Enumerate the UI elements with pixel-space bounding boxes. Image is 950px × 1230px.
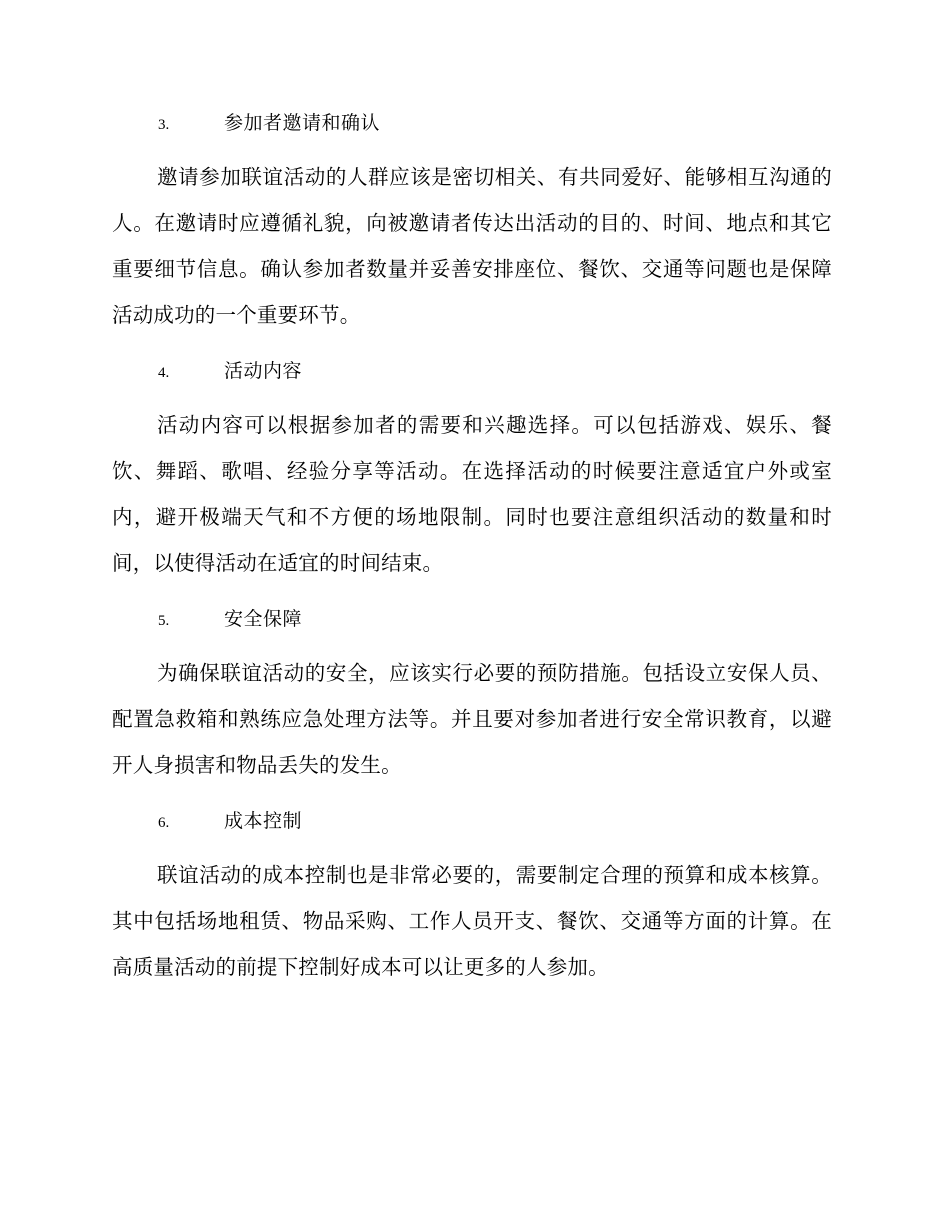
section-activity-content [112, 356, 832, 586]
section-title: 参加者邀请和确认 [224, 112, 381, 134]
section-paragraph: 活动内容可以根据参加者的需要和兴趣选择。可以包括游戏、娱乐、餐饮、舞蹈、歌唱、经验分享等活动。在选择活动的时候要注意适宜户外或室内，避开极端天气和不方便的场地限制。同时也要注意组织活动的数量和时间，以使得活动在适宜的时间结束。 [112, 413, 832, 575]
section-heading [158, 806, 832, 846]
section-title: 活动内容 [224, 360, 303, 382]
section-heading [158, 604, 832, 644]
section-paragraph: 邀请参加联谊活动的人群应该是密切相关、有共同爱好、能够相互沟通的人。在邀请时应遵循礼貌，向被邀请者传达出活动的目的、时间、地点和其它重要细节信息。确认参加者数量并妥善安排座位、餐饮、交通等问题也是保障活动成功的一个重要环节。 [112, 165, 832, 327]
section-number: 4. [158, 365, 170, 381]
section-safety [112, 604, 832, 788]
section-number: 3. [158, 117, 170, 133]
section-paragraph: 为确保联谊活动的安全，应该实行必要的预防措施。包括设立安保人员、配置急救箱和熟练应急处理方法等。并且要对参加者进行安全常识教育，以避开人身损害和物品丢失的发生。 [112, 661, 832, 777]
section-number: 5. [158, 613, 170, 629]
document-body [112, 108, 832, 1008]
section-cost-control [112, 806, 832, 990]
section-number: 6. [158, 815, 170, 831]
section-participant-invitation [112, 108, 832, 338]
section-paragraph: 联谊活动的成本控制也是非常必要的，需要制定合理的预算和成本核算。其中包括场地租赁、物品采购、工作人员开支、餐饮、交通等方面的计算。在高质量活动的前提下控制好成本可以让更多的人参加。 [112, 863, 832, 979]
section-heading [158, 356, 832, 396]
section-heading [158, 108, 832, 148]
section-title: 成本控制 [224, 810, 303, 832]
section-title: 安全保障 [224, 608, 303, 630]
